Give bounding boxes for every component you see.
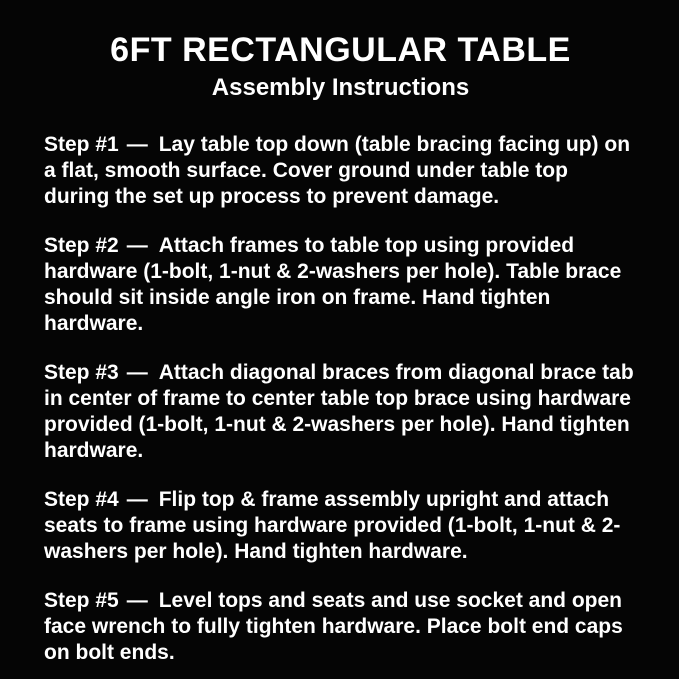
step-text: Attach frames to table top using provided hardware (1-bolt, 1-nut & 2-washers per hole). Table brace should sit inside angle iron on frame. Hand tighten hardware. — [44, 233, 622, 335]
step-label: Step #4 — [44, 487, 119, 511]
step-dash-separator: — — [126, 487, 148, 511]
page-title: 6FT RECTANGULAR TABLE — [110, 31, 571, 69]
step-paragraph — [44, 360, 639, 464]
step-dash-separator: — — [126, 233, 148, 257]
step-text: Level tops and seats and use socket and open face wrench to fully tighten hardware. Place bolt end caps on bolt ends. — [44, 588, 623, 664]
step-label: Step #3 — [44, 360, 119, 384]
step-label: Step #2 — [44, 233, 119, 257]
step-dash-separator: — — [126, 360, 148, 384]
step-text: Flip top & frame assembly upright and attach seats to frame using hardware provided (1-bolt, 1-nut & 2-washers per hole). Hand tighten hardware. — [44, 487, 621, 563]
step-label: Step #5 — [44, 588, 119, 612]
step-paragraph — [44, 487, 639, 565]
step-paragraph — [44, 588, 639, 666]
step-dash-separator: — — [126, 588, 148, 612]
step-text: Lay table top down (table bracing facing up) on a flat, smooth surface. Cover ground under table top during the set up process to prevent damage. — [44, 132, 631, 208]
step-label: Step #1 — [44, 132, 119, 156]
page-subtitle: Assembly Instructions — [211, 74, 470, 102]
step-text: Attach diagonal braces from diagonal brace tab in center of frame to center table top brace using hardware provided (1-bolt, 1-nut & 2-washers per hole). Hand tighten hardware. — [44, 360, 634, 462]
step-paragraph — [44, 132, 639, 210]
step-paragraph — [44, 233, 639, 337]
step-dash-separator: — — [126, 132, 148, 156]
steps-list — [44, 132, 639, 666]
